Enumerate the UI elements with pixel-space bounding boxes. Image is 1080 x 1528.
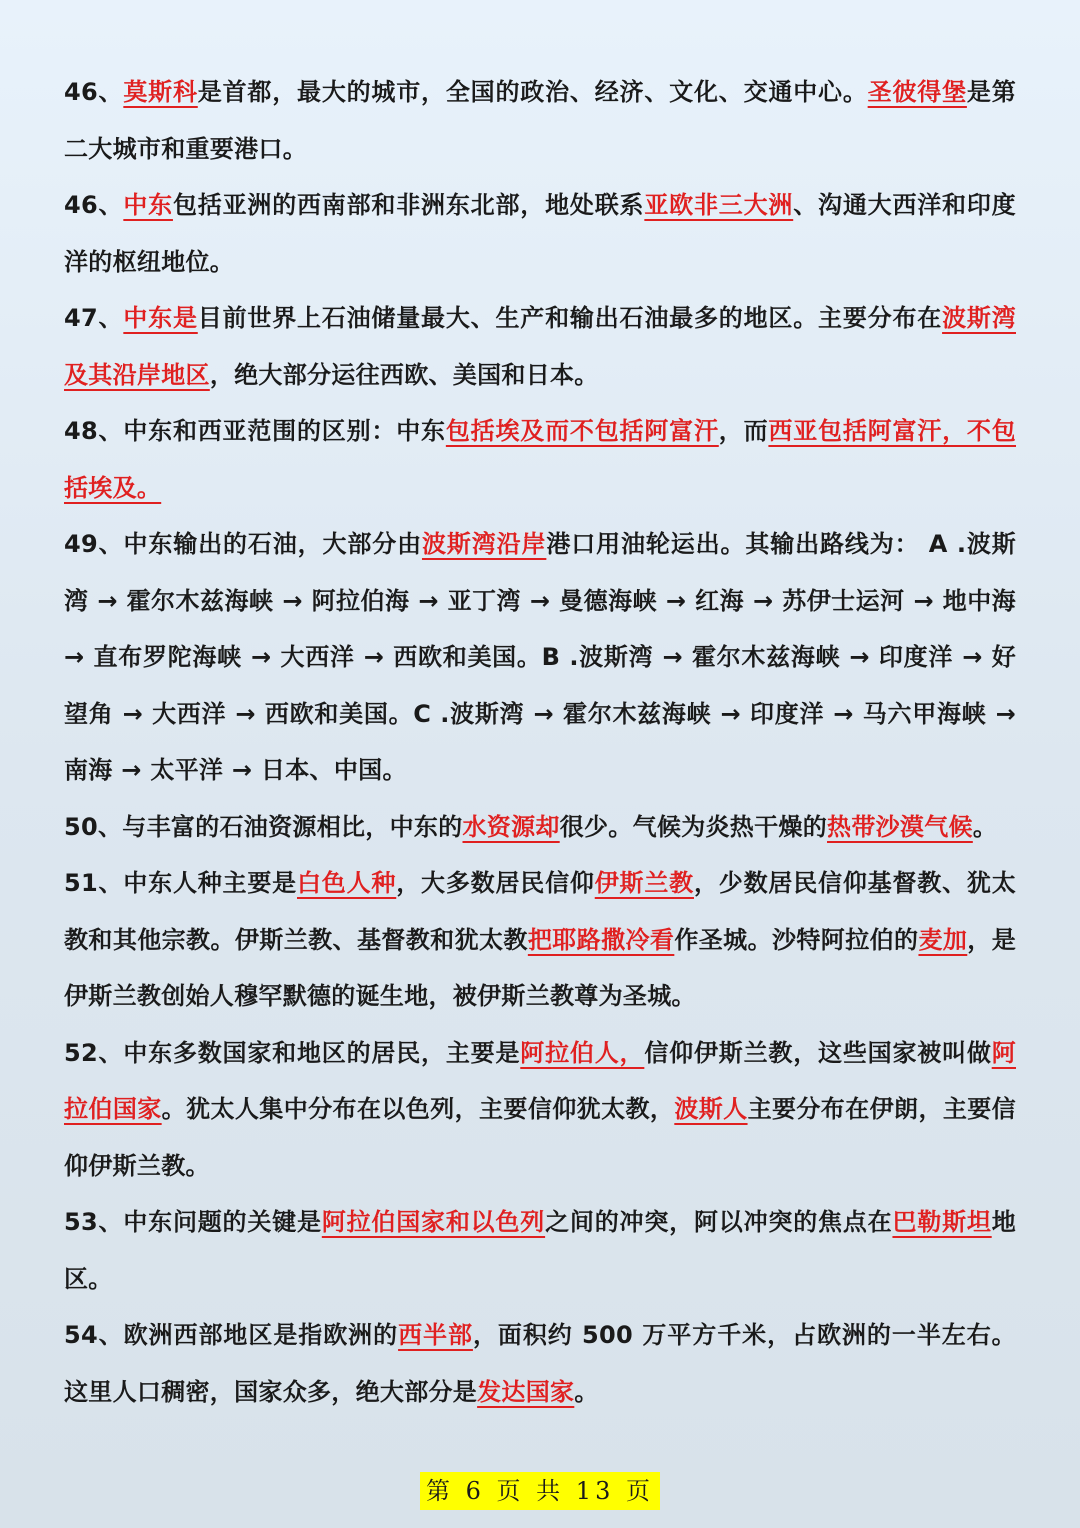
- text-run: 信仰伊斯兰教，这些国家被叫做: [644, 1038, 992, 1067]
- key-term: 中东: [123, 191, 173, 219]
- key-term: 白色人种: [297, 869, 397, 897]
- paragraph-49: [64, 516, 1016, 799]
- key-term: 发达国家: [477, 1377, 575, 1406]
- text-run: 地区。: [64, 1208, 1017, 1293]
- key-term: 亚欧非三大洲: [644, 191, 794, 219]
- key-term: 热带沙漠气候: [827, 812, 973, 841]
- text-run: ，是伊斯兰教创始人穆罕默德的诞生地，被伊斯兰教尊为圣城。: [64, 925, 1016, 1010]
- key-term: 把耶路撒冷看: [527, 925, 675, 954]
- text-run: ，少数居民信仰基督教、犹太教和其他宗教。伊斯兰教、基督教和犹太教: [64, 869, 1017, 954]
- page-number-label: 第 6 页 共 13 页: [420, 1472, 660, 1510]
- key-term: 波斯人: [674, 1095, 748, 1123]
- text-run: 53、中东问题的关键是: [64, 1208, 322, 1236]
- text-run: 46、: [64, 78, 124, 106]
- key-term: 巴勒斯坦: [892, 1208, 992, 1236]
- key-term: 伊斯兰教: [594, 869, 694, 897]
- text-run: 之间的冲突，阿以冲突的焦点在: [545, 1208, 893, 1236]
- text-run: 51、中东人种主要是: [64, 869, 297, 897]
- paragraph-46-middle-east: [64, 177, 1016, 290]
- text-run: 54、欧洲西部地区是指欧洲的: [64, 1321, 399, 1349]
- text-run: 包括亚洲的西南部和非洲东北部，地处联系: [172, 191, 645, 219]
- paragraph-48: [64, 403, 1016, 516]
- key-term: 阿拉伯人，: [520, 1038, 645, 1067]
- text-run: 46、: [64, 191, 124, 219]
- text-run: 港口用油轮运出。其输出路线为： A .波斯湾 → 霍尔木兹海峡 → 阿拉伯海 → 亚丁湾 → 曼德海峡 → 红海 → 苏伊士运河 → 地中海 → 直布罗陀海峡 → 大西洋 → 西欧和美国。B .波斯湾 → 霍尔木兹海峡 → 印度洋 → 好望角 → 大西洋 → 西欧和美国。C .波斯湾 → 霍尔木兹海峡 → 印度洋 → 马六甲海峡 → 南海 → 太平洋 → 日本、中国。: [64, 530, 1017, 784]
- paragraph-50: [64, 799, 1016, 856]
- text-run: 是首都，最大的城市，全国的政治、经济、文化、交通中心。: [197, 78, 868, 106]
- page-footer: [0, 1472, 1080, 1510]
- text-run: 52、中东多数国家和地区的居民，主要是: [64, 1038, 521, 1067]
- key-term: 中东是: [123, 304, 198, 332]
- text-run: 50、与丰富的石油资源相比，中东的: [64, 812, 463, 841]
- key-term: 圣彼得堡: [867, 78, 967, 106]
- text-run: 作圣城。沙特阿拉伯的: [674, 925, 919, 954]
- paragraph-46-russia: [64, 64, 1016, 177]
- paragraph-47: [64, 290, 1016, 403]
- paragraph-52: [64, 1025, 1016, 1195]
- key-term: 阿拉伯国家和以色列: [321, 1208, 546, 1236]
- text-run: 。: [574, 1377, 599, 1406]
- key-term: 西亚包括阿富汗，不包括埃及。: [64, 417, 1016, 502]
- key-term: 莫斯科: [123, 78, 198, 106]
- key-term: 西半部: [398, 1321, 473, 1349]
- document-body: [64, 64, 1016, 1420]
- key-term: 波斯湾及其沿岸地区: [64, 304, 1016, 389]
- key-term: 麦加: [918, 925, 968, 954]
- key-term: 水资源却: [462, 812, 560, 841]
- key-term: 阿拉伯国家: [64, 1038, 1016, 1123]
- text-run: 48、中东和西亚范围的区别：中东: [64, 417, 446, 445]
- paragraph-51: [64, 855, 1016, 1025]
- text-run: ，面积约 500 万平方千米，占欧洲的一半左右。这里人口稠密，国家众多，绝大部分是: [64, 1321, 1016, 1406]
- text-run: 47、: [64, 304, 124, 332]
- text-run: 很少。气候为炎热干燥的: [559, 812, 828, 841]
- key-term: 包括埃及而不包括阿富汗: [445, 417, 719, 445]
- text-run: 49、中东输出的石油，大部分由: [64, 530, 422, 558]
- text-run: ，而: [718, 417, 769, 445]
- paragraph-54: [64, 1307, 1016, 1420]
- key-term: 波斯湾沿岸: [421, 530, 547, 558]
- paragraph-53: [64, 1194, 1016, 1307]
- text-run: ，大多数居民信仰: [396, 869, 595, 897]
- text-run: 是第二大城市和重要港口。: [64, 78, 1017, 163]
- text-run: 。犹太人集中分布在以色列，主要信仰犹太教，: [161, 1095, 675, 1123]
- text-run: 、沟通大西洋和印度洋的枢纽地位。: [64, 191, 1016, 276]
- text-run: ，绝大部分运往西欧、美国和日本。: [209, 360, 599, 389]
- text-run: 目前世界上石油储量最大、生产和输出石油最多的地区。主要分布在: [197, 304, 943, 332]
- text-run: 主要分布在伊朗，主要信仰伊斯兰教。: [64, 1095, 1016, 1180]
- text-run: 。: [972, 812, 998, 841]
